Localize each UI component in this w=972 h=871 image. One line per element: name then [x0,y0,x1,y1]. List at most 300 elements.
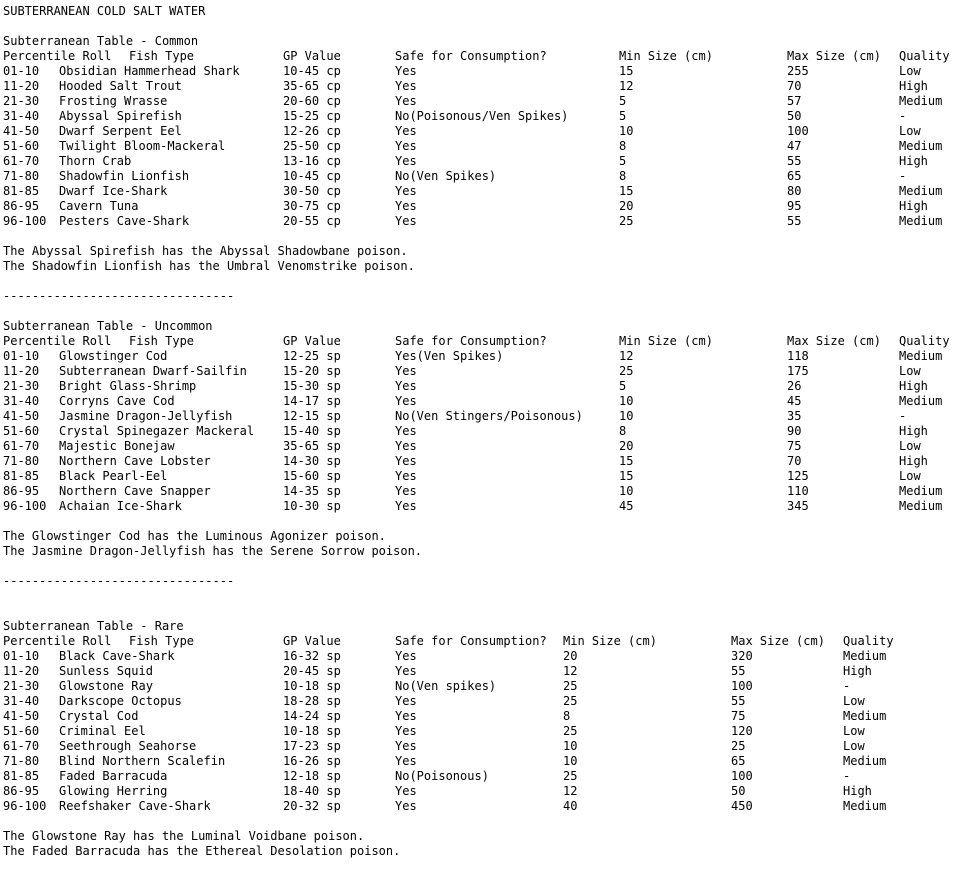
table-row [3,649,969,664]
cell-safe: Yes [395,694,417,708]
cell-safe: Yes [395,214,417,228]
cell-safe: Yes [395,784,417,798]
table-header [3,634,969,649]
cell-safe: Yes [395,379,417,393]
cell-quality: Medium [899,139,943,153]
cell-quality: Medium [899,184,943,198]
table-row [3,754,969,769]
poison-note: The Glowstinger Cod has the Luminous Agonizer poison. [3,529,386,543]
cell-safe: Yes [395,139,417,153]
spacer [3,304,969,319]
spacer [3,19,969,34]
cell-gp-value: 16-32 sp [283,649,341,663]
cell-max-size: 345 [787,499,809,513]
cell-percentile-roll: 81-85 [3,469,40,483]
table-row [3,184,969,199]
cell-percentile-roll: 01-10 [3,349,40,363]
cell-quality: Medium [843,649,887,663]
table-row [3,379,969,394]
cell-quality: High [899,199,928,213]
cell-percentile-roll: 86-95 [3,199,40,213]
cell-fish-type: Cavern Tuna [59,199,139,213]
cell-fish-type: Northern Cave Lobster [59,454,211,468]
cell-fish-type: Corryns Cave Cod [59,394,175,408]
header-quality: Quality [899,49,950,63]
cell-safe: No(Ven Spikes) [395,169,497,183]
cell-safe: No(Poisonous) [395,769,489,783]
cell-safe: Yes [395,469,417,483]
header-fish-type: Fish Type [129,334,195,348]
cell-safe: No(Poisonous/Ven Spikes) [395,109,569,123]
header-min-size: Min Size (cm) [563,634,657,648]
header-gp-value: GP Value [283,49,341,63]
header-percentile-roll: Percentile Roll [3,634,112,648]
cell-min-size: 5 [619,109,627,123]
cell-percentile-roll: 11-20 [3,79,40,93]
cell-gp-value: 30-50 cp [283,184,341,198]
cell-min-size: 8 [563,709,571,723]
cell-gp-value: 18-28 sp [283,694,341,708]
table-row [3,664,969,679]
cell-max-size: 90 [787,424,802,438]
cell-safe: Yes [395,499,417,513]
cell-gp-value: 10-18 sp [283,679,341,693]
cell-min-size: 15 [619,184,634,198]
table-uncommon [3,319,969,559]
cell-fish-type: Shadowfin Lionfish [59,169,190,183]
cell-safe: Yes [395,439,417,453]
table-common [3,34,969,274]
cell-max-size: 320 [731,649,753,663]
cell-quality: Low [899,364,921,378]
cell-percentile-roll: 31-40 [3,109,40,123]
poison-note: The Abyssal Spirefish has the Abyssal Shadowbane poison. [3,244,408,258]
cell-safe: Yes(Ven Spikes) [395,349,504,363]
table-title: Subterranean Table - Uncommon [3,319,213,333]
cell-fish-type: Majestic Bonejaw [59,439,175,453]
cell-percentile-roll: 11-20 [3,364,40,378]
header-fish-type: Fish Type [129,634,195,648]
document-title: SUBTERRANEAN COLD SALT WATER [3,4,206,18]
separator: -------------------------------- [3,574,235,588]
table-title: Subterranean Table - Common [3,34,199,48]
poison-note: The Faded Barracuda has the Ethereal Desolation poison. [3,844,401,858]
cell-percentile-roll: 51-60 [3,424,40,438]
cell-min-size: 10 [619,409,634,423]
cell-min-size: 8 [619,169,627,183]
cell-fish-type: Glowstone Ray [59,679,153,693]
cell-quality: Medium [843,799,887,813]
cell-gp-value: 13-16 cp [283,154,341,168]
cell-max-size: 70 [787,79,802,93]
cell-percentile-roll: 11-20 [3,664,40,678]
cell-fish-type: Dwarf Serpent Eel [59,124,182,138]
cell-gp-value: 17-23 sp [283,739,341,753]
cell-max-size: 70 [787,454,802,468]
table-row [3,409,969,424]
cell-max-size: 125 [787,469,809,483]
cell-gp-value: 10-30 sp [283,499,341,513]
header-gp-value: GP Value [283,634,341,648]
cell-fish-type: Criminal Eel [59,724,146,738]
cell-min-size: 20 [563,649,578,663]
table-row [3,394,969,409]
cell-gp-value: 35-65 sp [283,439,341,453]
table-rare [3,619,969,859]
cell-min-size: 12 [619,349,634,363]
spacer [3,229,969,244]
cell-fish-type: Black Pearl-Eel [59,469,168,483]
cell-max-size: 65 [731,754,746,768]
cell-min-size: 12 [563,784,578,798]
cell-min-size: 25 [563,679,578,693]
cell-fish-type: Hooded Salt Trout [59,79,182,93]
table-rows [3,64,969,229]
cell-gp-value: 30-75 cp [283,199,341,213]
cell-max-size: 65 [787,169,802,183]
cell-max-size: 57 [787,94,802,108]
cell-max-size: 55 [731,664,746,678]
spacer [3,604,969,619]
table-row [3,94,969,109]
cell-max-size: 45 [787,394,802,408]
cell-gp-value: 15-30 sp [283,379,341,393]
cell-gp-value: 25-50 cp [283,139,341,153]
cell-percentile-roll: 51-60 [3,139,40,153]
cell-percentile-roll: 61-70 [3,739,40,753]
cell-max-size: 175 [787,364,809,378]
cell-safe: Yes [395,94,417,108]
cell-gp-value: 18-40 sp [283,784,341,798]
spacer [3,559,969,574]
cell-percentile-roll: 31-40 [3,694,40,708]
cell-percentile-roll: 86-95 [3,484,40,498]
cell-percentile-roll: 81-85 [3,769,40,783]
cell-max-size: 100 [787,124,809,138]
header-fish-type: Fish Type [129,49,195,63]
cell-min-size: 5 [619,154,627,168]
cell-percentile-roll: 01-10 [3,64,40,78]
cell-min-size: 15 [619,469,634,483]
cell-quality: - [843,769,851,783]
cell-fish-type: Glowstinger Cod [59,349,168,363]
cell-percentile-roll: 41-50 [3,409,40,423]
table-row [3,349,969,364]
header-quality: Quality [899,334,950,348]
table-row [3,724,969,739]
cell-percentile-roll: 21-30 [3,379,40,393]
cell-percentile-roll: 96-100 [3,214,47,228]
cell-min-size: 10 [619,394,634,408]
cell-max-size: 100 [731,769,753,783]
cell-fish-type: Frosting Wrasse [59,94,168,108]
cell-min-size: 12 [563,664,578,678]
table-row [3,694,969,709]
cell-min-size: 8 [619,139,627,153]
table-header [3,49,969,64]
table-row [3,109,969,124]
cell-safe: Yes [395,184,417,198]
cell-quality: Low [843,694,865,708]
cell-quality: Low [899,64,921,78]
cell-min-size: 12 [619,79,634,93]
table-row [3,784,969,799]
poison-note: The Jasmine Dragon-Jellyfish has the Serene Sorrow poison. [3,544,423,558]
cell-gp-value: 15-20 sp [283,364,341,378]
table-header [3,334,969,349]
cell-percentile-roll: 01-10 [3,649,40,663]
cell-min-size: 10 [563,739,578,753]
header-min-size: Min Size (cm) [619,49,713,63]
table-row [3,64,969,79]
cell-gp-value: 14-17 sp [283,394,341,408]
cell-max-size: 118 [787,349,809,363]
header-safe: Safe for Consumption? [395,334,547,348]
cell-fish-type: Jasmine Dragon-Jellyfish [59,409,233,423]
cell-min-size: 25 [563,724,578,738]
cell-safe: Yes [395,199,417,213]
cell-min-size: 10 [563,754,578,768]
cell-quality: Medium [843,709,887,723]
cell-quality: Medium [899,484,943,498]
cell-max-size: 25 [731,739,746,753]
table-row [3,469,969,484]
cell-safe: Yes [395,799,417,813]
cell-percentile-roll: 51-60 [3,724,40,738]
cell-max-size: 80 [787,184,802,198]
table-row [3,799,969,814]
cell-gp-value: 12-25 sp [283,349,341,363]
cell-fish-type: Northern Cave Snapper [59,484,211,498]
spacer [3,274,969,289]
cell-max-size: 47 [787,139,802,153]
cell-gp-value: 12-26 cp [283,124,341,138]
cell-min-size: 45 [619,499,634,513]
cell-min-size: 20 [619,439,634,453]
cell-percentile-roll: 86-95 [3,784,40,798]
cell-quality: - [899,409,907,423]
table-row [3,739,969,754]
cell-safe: No(Ven Stingers/Poisonous) [395,409,583,423]
cell-safe: Yes [395,754,417,768]
cell-quality: Low [843,739,865,753]
cell-quality: Low [843,724,865,738]
cell-fish-type: Black Cave-Shark [59,649,175,663]
cell-max-size: 450 [731,799,753,813]
cell-max-size: 55 [731,694,746,708]
table-row [3,364,969,379]
cell-gp-value: 12-18 sp [283,769,341,783]
cell-max-size: 55 [787,214,802,228]
header-max-size: Max Size (cm) [787,334,881,348]
cell-quality: Medium [899,94,943,108]
header-max-size: Max Size (cm) [731,634,825,648]
table-row [3,124,969,139]
cell-percentile-roll: 41-50 [3,124,40,138]
header-max-size: Max Size (cm) [787,49,881,63]
table-row [3,709,969,724]
cell-max-size: 35 [787,409,802,423]
cell-quality: High [899,79,928,93]
cell-fish-type: Reefshaker Cave-Shark [59,799,211,813]
cell-quality: Low [899,439,921,453]
cell-max-size: 120 [731,724,753,738]
cell-min-size: 40 [563,799,578,813]
cell-percentile-roll: 71-80 [3,454,40,468]
header-percentile-roll: Percentile Roll [3,49,112,63]
cell-min-size: 5 [619,379,627,393]
cell-min-size: 15 [619,64,634,78]
cell-percentile-roll: 96-100 [3,499,47,513]
cell-quality: - [899,109,907,123]
cell-quality: - [843,679,851,693]
cell-fish-type: Dwarf Ice-Shark [59,184,168,198]
cell-quality: Low [899,469,921,483]
separator: -------------------------------- [3,289,235,303]
cell-quality: - [899,169,907,183]
table-row [3,214,969,229]
cell-quality: Medium [899,214,943,228]
cell-min-size: 8 [619,424,627,438]
cell-max-size: 50 [787,109,802,123]
cell-max-size: 50 [731,784,746,798]
cell-percentile-roll: 41-50 [3,709,40,723]
table-row [3,154,969,169]
table-row [3,484,969,499]
cell-quality: High [899,454,928,468]
cell-percentile-roll: 71-80 [3,754,40,768]
cell-fish-type: Blind Northern Scalefin [59,754,226,768]
cell-fish-type: Glowing Herring [59,784,168,798]
cell-gp-value: 16-26 sp [283,754,341,768]
cell-quality: High [899,424,928,438]
cell-safe: Yes [395,364,417,378]
cell-fish-type: Crystal Spinegazer Mackeral [59,424,255,438]
cell-min-size: 25 [619,214,634,228]
header-min-size: Min Size (cm) [619,334,713,348]
cell-max-size: 26 [787,379,802,393]
table-row [3,679,969,694]
cell-gp-value: 20-45 sp [283,664,341,678]
cell-gp-value: 20-60 cp [283,94,341,108]
cell-gp-value: 35-65 cp [283,79,341,93]
cell-fish-type: Pesters Cave-Shark [59,214,190,228]
cell-fish-type: Bright Glass-Shrimp [59,379,197,393]
cell-quality: Medium [899,499,943,513]
cell-fish-type: Faded Barracuda [59,769,168,783]
cell-safe: Yes [395,79,417,93]
table-row [3,439,969,454]
cell-gp-value: 20-32 sp [283,799,341,813]
cell-safe: Yes [395,154,417,168]
cell-min-size: 10 [619,124,634,138]
cell-safe: Yes [395,424,417,438]
cell-quality: High [899,379,928,393]
cell-min-size: 20 [619,199,634,213]
cell-quality: Medium [899,349,943,363]
spacer [3,814,969,829]
poison-note: The Shadowfin Lionfish has the Umbral Venomstrike poison. [3,259,415,273]
cell-safe: Yes [395,709,417,723]
table-title: Subterranean Table - Rare [3,619,184,633]
cell-gp-value: 10-18 sp [283,724,341,738]
table-row [3,169,969,184]
cell-percentile-roll: 21-30 [3,679,40,693]
cell-safe: Yes [395,394,417,408]
cell-percentile-roll: 81-85 [3,184,40,198]
cell-safe: Yes [395,739,417,753]
cell-percentile-roll: 96-100 [3,799,47,813]
cell-gp-value: 15-40 sp [283,424,341,438]
cell-percentile-roll: 31-40 [3,394,40,408]
table-row [3,424,969,439]
cell-gp-value: 14-24 sp [283,709,341,723]
spacer [3,514,969,529]
cell-gp-value: 14-35 sp [283,484,341,498]
cell-min-size: 15 [619,454,634,468]
table-row [3,139,969,154]
header-safe: Safe for Consumption? [395,49,547,63]
cell-fish-type: Thorn Crab [59,154,132,168]
cell-gp-value: 15-25 cp [283,109,341,123]
cell-gp-value: 10-45 cp [283,64,341,78]
cell-max-size: 255 [787,64,809,78]
cell-gp-value: 15-60 sp [283,469,341,483]
cell-fish-type: Darkscope Octopus [59,694,182,708]
cell-fish-type: Abyssal Spirefish [59,109,182,123]
cell-quality: High [899,154,928,168]
cell-percentile-roll: 61-70 [3,154,40,168]
cell-fish-type: Crystal Cod [59,709,139,723]
cell-percentile-roll: 61-70 [3,439,40,453]
cell-min-size: 25 [563,769,578,783]
cell-min-size: 25 [563,694,578,708]
cell-gp-value: 20-55 cp [283,214,341,228]
cell-max-size: 55 [787,154,802,168]
cell-safe: No(Ven spikes) [395,679,497,693]
table-row [3,79,969,94]
header-gp-value: GP Value [283,334,341,348]
cell-fish-type: Twilight Bloom-Mackeral [59,139,226,153]
document [3,4,969,859]
cell-quality: High [843,664,872,678]
cell-min-size: 5 [619,94,627,108]
table-row [3,454,969,469]
cell-gp-value: 12-15 sp [283,409,341,423]
cell-min-size: 25 [619,364,634,378]
cell-safe: Yes [395,124,417,138]
cell-fish-type: Achaian Ice-Shark [59,499,182,513]
cell-safe: Yes [395,724,417,738]
cell-safe: Yes [395,454,417,468]
cell-max-size: 100 [731,679,753,693]
cell-max-size: 75 [787,439,802,453]
header-percentile-roll: Percentile Roll [3,334,112,348]
cell-safe: Yes [395,64,417,78]
cell-max-size: 110 [787,484,809,498]
header-quality: Quality [843,634,894,648]
cell-fish-type: Subterranean Dwarf-Sailfin [59,364,247,378]
cell-quality: Medium [843,754,887,768]
cell-fish-type: Sunless Squid [59,664,153,678]
cell-percentile-roll: 21-30 [3,94,40,108]
cell-fish-type: Seethrough Seahorse [59,739,197,753]
cell-max-size: 75 [731,709,746,723]
cell-max-size: 95 [787,199,802,213]
cell-gp-value: 10-45 cp [283,169,341,183]
cell-gp-value: 14-30 sp [283,454,341,468]
table-rows [3,349,969,514]
